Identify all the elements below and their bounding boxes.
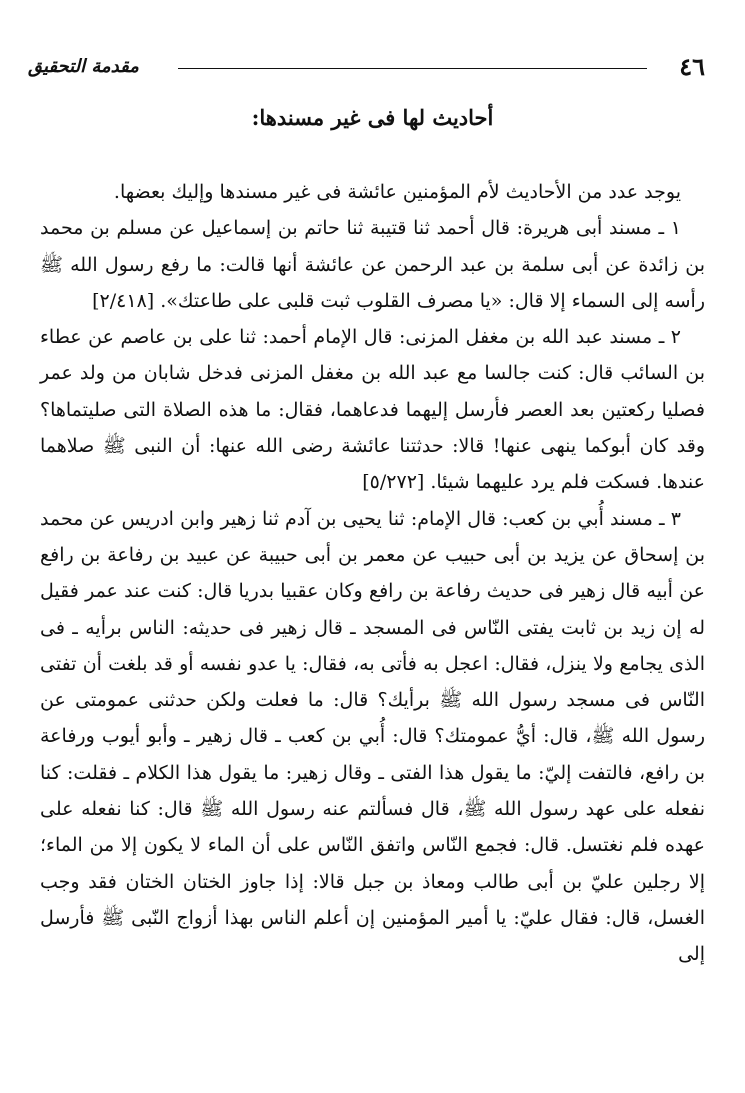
page-header [28,52,705,82]
page-number: ٤٦ [679,52,705,81]
section-title: أحاديث لها فى غير مسندها: [251,105,494,130]
paragraph-musnad-ubayy-ibn-kaab: ٣ ـ مسند أُبي بن كعب: قال الإمام: ثنا يحيى بن آدم ثنا زهير وابن ادريس عن محمد بن إسحاق عن يزيد بن أبى حبيب عن معمر بن أبى حبيبة عن عبيد بن رفاعة بن رافع عن أبيه قال زهير فى حديث رفاعة بن رافع وكان عقبيا بدريا قال: كنت عند عمر فقيل له إن زيد بن ثابت يفتى النّاس فى المسجد ـ قال زهير فى حديثه: الناس برأيه ـ فى الذى يجامع ولا ينزل، فقال: اعجل به فأتى به، فقال: يا عدو نفسه أو قد بلغت أن تفتى النّاس فى مسجد رسول الله ﷺ برأيك؟ قال: ما فعلت ولكن حدثنى عمومتى عن رسول الله ﷺ، قال: أيُّ عمومتك؟ قال: أُبي بن كعب ـ قال زهير ـ وأبو أيوب ورفاعة بن رافع، فالتفت إليّ: ما يقول هذا الفتى ـ وقال زهير: ما يقول هذا الكلام ـ فقلت: كنا نفعله على عهد رسول الله ﷺ، قال فسألتم عنه رسول الله ﷺ قال: كنا نفعله على عهده فلم نغتسل. قال: فجمع النّاس واتفق النّاس على أن الماء لا يكون إلا من الماء؛ إلا رجلين عليّ بن أبى طالب ومعاذ بن جبل قالا: إذا جاوز الختان الختان فقد وجب الغسل، قال: فقال عليّ: يا أمير المؤمنين إن أعلم الناس بهذا أزواج النّبى ﷺ فأرسل إلى [40,507,705,966]
paragraph-musnad-abdullah-ibn-mughaffal: ٢ ـ مسند عبد الله بن مغفل المزنى: قال الإمام أحمد: ثنا على بن عاصم عن عطاء بن السائب قال: كنت جالسا مع عبد الله بن مغفل المزنى فدخل شابان من ولد عمر فصليا ركعتين بعد العصر فأرسل إليهما فدعاهما، فقال: ما هذه الصلاة التى صليتماها؟ وقد كان أبوكما ينهى عنها! قالا: حدثتنا عائشة رضى الله عنها: أن النبى ﷺ صلاهما عندها. فسكت فلم يرد عليهما شيئا. [٥/٢٧٢] [40,326,705,494]
running-title: مقدمة التحقيق [28,56,139,77]
body-text [40,174,705,973]
intro-paragraph: يوجد عدد من الأحاديث لأم المؤمنين عائشة فى غير مسندها وإليك بعضها. [113,181,681,203]
header-rule [178,68,647,69]
paragraph-musnad-abi-hurayra: ١ ـ مسند أبى هريرة: قال أحمد ثنا قتيبة ثنا حاتم بن إسماعيل عن مسلم بن محمد بن زائدة عن أبى سلمة بن عبد الرحمن عن عائشة أنها قالت: ما رفع رسول الله ﷺ رأسه إلى السماء إلا قال: «يا مصرف القلوب ثبت قلبى على طاعتك». [٢/٤١٨] [40,217,705,312]
